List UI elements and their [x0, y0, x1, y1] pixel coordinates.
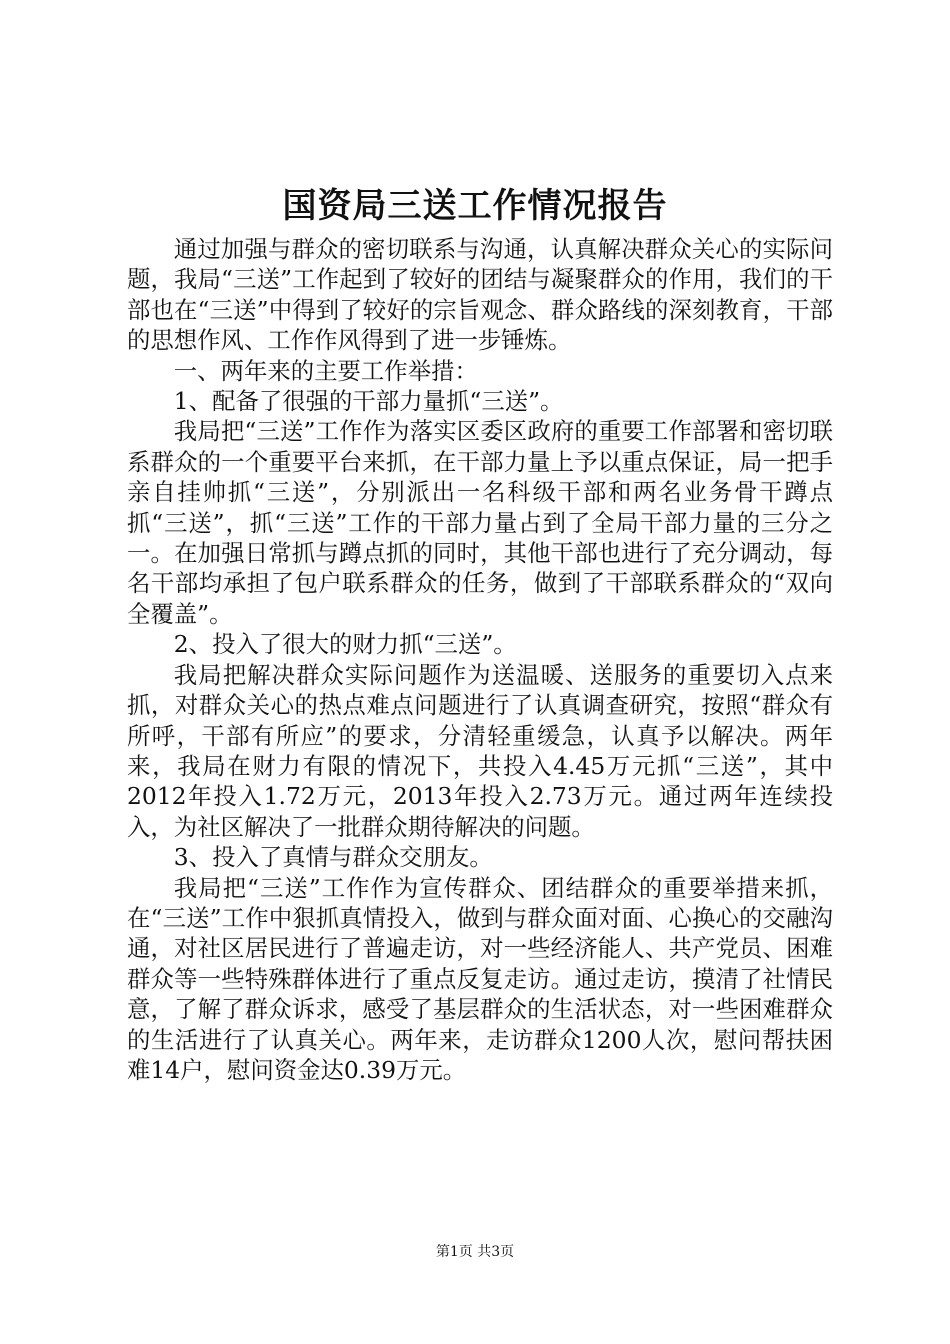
section-heading-measures: 一、两年来的主要工作举措：: [173, 356, 478, 385]
paragraph-financial-input: 我局把解决群众实际问题作为送温暖、送服务的重要切入点来抓，对群众关心的热点难点问题进行了认真调查研究，按照“群众有所呼，干部有所应”的要求，分清轻重缓急，认真予以解决。两年来，我局在财力有限的情况下，共投入4.45万元抓“三送”，其中2012年投入1.72万元，2013年投入2.73万元。通过两年连续投入，为社区解决了一批群众期待解决的问题。: [127, 660, 833, 841]
document-body: [127, 234, 833, 1085]
paragraph-intro: 通过加强与群众的密切联系与沟通，认真解决群众关心的实际问题，我局“三送”工作起到了较好的团结与凝聚群众的作用，我们的干部也在“三送”中得到了较好的宗旨观念、群众路线的深刻教育，干部的思想作风、工作作风得到了进一步锤炼。: [127, 235, 833, 355]
subheading-financial-input: 2、投入了很大的财力抓“三送”。: [173, 630, 517, 659]
paragraph-staff-strength: 我局把“三送”工作作为落实区委区政府的重要工作部署和密切联系群众的一个重要平台来抓，在干部力量上予以重点保证，局一把手亲自挂帅抓“三送”，分别派出一名科级干部和两名业务骨干蹲点抓“三送”，抓“三送”工作的干部力量占到了全局干部力量的三分之一。在加强日常抓与蹲点抓的同时，其他干部也进行了充分调动，每名干部均承担了包户联系群众的任务，做到了干部联系群众的“双向全覆盖”。: [127, 417, 833, 628]
page-footer: 第1页 共3页: [435, 1244, 515, 1260]
subheading-staff-strength: 1、配备了很强的干部力量抓“三送”。: [173, 387, 564, 416]
paragraph-sincere-friendship: 我局把“三送”工作作为宣传群众、团结群众的重要举措来抓，在“三送”工作中狠抓真情投入，做到与群众面对面、心换心的交融沟通，对社区居民进行了普遍走访，对一些经济能人、共产党员、困难群众等一些特殊群体进行了重点反复走访。通过走访，摸清了社情民意，了解了群众诉求，感受了基层群众的生活状态，对一些困难群众的生活进行了认真关心。两年来，走访群众1200人次，慰问帮扶困难14户，慰问资金达0.39万元。: [127, 873, 833, 1084]
document-title: 国资局三送工作情况报告: [282, 186, 668, 226]
subheading-sincere-friendship: 3、投入了真情与群众交朋友。: [173, 843, 493, 872]
